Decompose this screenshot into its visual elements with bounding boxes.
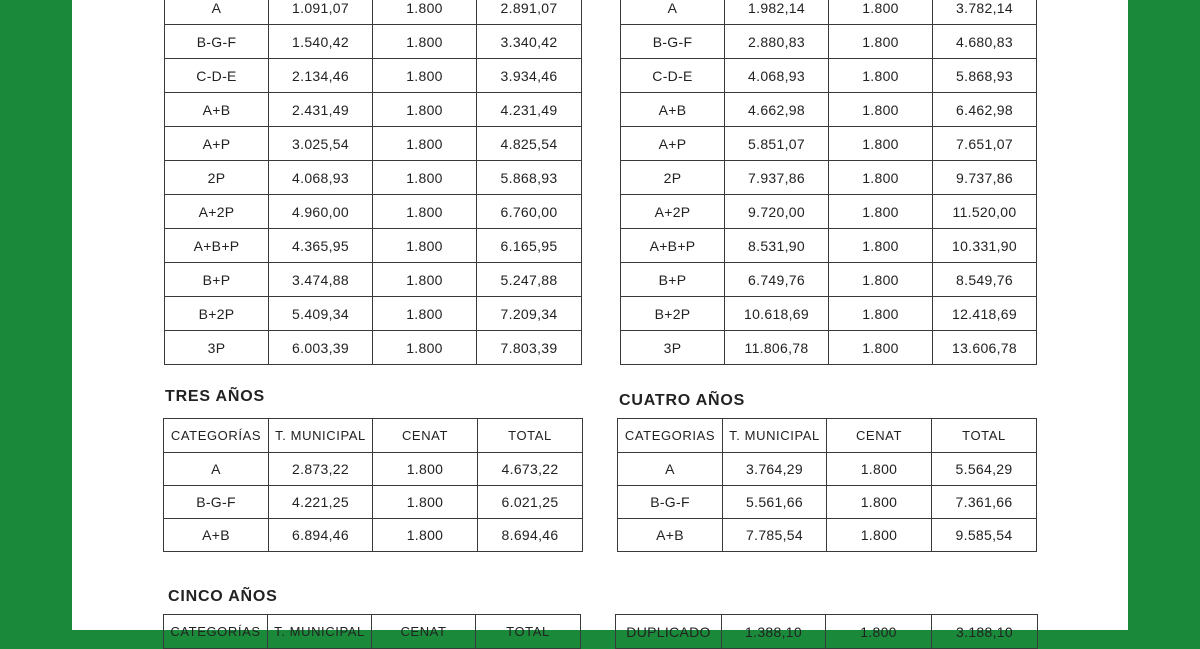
table-cell: A <box>621 0 725 25</box>
table-left-top <box>164 0 582 365</box>
table-cell: A+B <box>164 519 269 552</box>
table-header-row <box>618 419 1037 453</box>
table-cell: 1.800 <box>373 161 477 195</box>
table-cell: A <box>165 0 269 25</box>
table-row <box>165 331 582 365</box>
header-cell: TOTAL <box>476 615 581 649</box>
table-cell: 3.188,10 <box>932 615 1038 649</box>
table-cell: 11.520,00 <box>933 195 1037 229</box>
table-cell: 4.221,25 <box>269 486 373 519</box>
table-cell: 3.474,88 <box>269 263 373 297</box>
table-cuatro-anos <box>617 418 1037 552</box>
table-header-row <box>164 615 581 649</box>
table-cell: 8.531,90 <box>725 229 829 263</box>
table-cell: 1.800 <box>373 331 477 365</box>
header-cell: T. MUNICIPAL <box>268 615 372 649</box>
table-row <box>621 93 1037 127</box>
table-row <box>621 297 1037 331</box>
table-cell: 4.680,83 <box>933 25 1037 59</box>
table-cell: 6.462,98 <box>933 93 1037 127</box>
section-title-cuatro-anos: CUATRO AÑOS <box>619 392 746 409</box>
table-cell: B-G-F <box>165 25 269 59</box>
table-row <box>165 59 582 93</box>
table-cell: 10.618,69 <box>725 297 829 331</box>
table-cell: 8.549,76 <box>933 263 1037 297</box>
table-cell: 7.937,86 <box>725 161 829 195</box>
section-title-cinco-anos: CINCO AÑOS <box>168 588 278 605</box>
table-cell: 10.331,90 <box>933 229 1037 263</box>
table-cell: 7.209,34 <box>477 297 582 331</box>
table-cell: B-G-F <box>164 486 269 519</box>
table-cell: B+2P <box>165 297 269 331</box>
table-cell: 1.800 <box>829 127 933 161</box>
table-row <box>621 263 1037 297</box>
table-cell: 7.361,66 <box>932 486 1037 519</box>
table-cell: 5.868,93 <box>933 59 1037 93</box>
table-cell: C-D-E <box>621 59 725 93</box>
header-cell: CATEGORIAS <box>618 419 723 453</box>
table-cell: 1.800 <box>373 93 477 127</box>
table-cell: 1.800 <box>827 453 932 486</box>
table-cell: 1.800 <box>373 59 477 93</box>
table-cell: 2.431,49 <box>269 93 373 127</box>
table-cell: B+P <box>621 263 725 297</box>
table-cinco-anos <box>163 614 581 649</box>
table-cell: 7.651,07 <box>933 127 1037 161</box>
table-cell: 9.720,00 <box>725 195 829 229</box>
table-cell: A <box>164 453 269 486</box>
table-row <box>616 615 1038 649</box>
table-cell: 1.982,14 <box>725 0 829 25</box>
table-row <box>621 127 1037 161</box>
header-cell: CENAT <box>827 419 932 453</box>
table-cell: 6.003,39 <box>269 331 373 365</box>
table-tres-anos <box>163 418 583 552</box>
table-cell: 5.409,34 <box>269 297 373 331</box>
table-cell: 9.737,86 <box>933 161 1037 195</box>
table-cell: 4.068,93 <box>725 59 829 93</box>
table-cell: A+B <box>165 93 269 127</box>
table-cell: 1.388,10 <box>722 615 826 649</box>
header-cell: CATEGORÍAS <box>164 419 269 453</box>
table-cell: 1.800 <box>373 0 477 25</box>
table-cell: 4.365,95 <box>269 229 373 263</box>
table-cell: 5.868,93 <box>477 161 582 195</box>
table-cell: A+2P <box>621 195 725 229</box>
header-cell: CENAT <box>372 615 476 649</box>
table-cell: 5.247,88 <box>477 263 582 297</box>
section-title-tres-anos: TRES AÑOS <box>165 388 265 405</box>
table-cell: 6.749,76 <box>725 263 829 297</box>
table-cell: 2.880,83 <box>725 25 829 59</box>
table-cell: 1.800 <box>829 297 933 331</box>
table-cell: 5.851,07 <box>725 127 829 161</box>
table-row <box>165 297 582 331</box>
table-cell: 4.673,22 <box>478 453 583 486</box>
table-cell: 4.231,49 <box>477 93 582 127</box>
table-cell: A+2P <box>165 195 269 229</box>
header-cell: TOTAL <box>932 419 1037 453</box>
table-cell: 6.760,00 <box>477 195 582 229</box>
table-cell: 1.800 <box>829 263 933 297</box>
table-cell: 7.803,39 <box>477 331 582 365</box>
table-right-top <box>620 0 1037 365</box>
table-row <box>164 519 583 552</box>
table-row <box>618 519 1037 552</box>
table-row <box>621 331 1037 365</box>
table-cell: 6.894,46 <box>269 519 373 552</box>
table-cell: 1.800 <box>373 453 478 486</box>
table-cell: 1.800 <box>829 0 933 25</box>
table-cell: 1.800 <box>373 486 478 519</box>
table-cell: 3P <box>165 331 269 365</box>
table-row <box>621 0 1037 25</box>
table-header-row <box>164 419 583 453</box>
table-cell: 1.800 <box>829 195 933 229</box>
table-cell: 1.540,42 <box>269 25 373 59</box>
table-cell: 6.021,25 <box>478 486 583 519</box>
table-cell: 3.782,14 <box>933 0 1037 25</box>
table-cell: 1.800 <box>827 486 932 519</box>
table-cell: A+B+P <box>621 229 725 263</box>
table-row <box>618 486 1037 519</box>
table-row <box>621 25 1037 59</box>
table-cell: 1.800 <box>373 25 477 59</box>
table-cell: 1.800 <box>829 229 933 263</box>
table-cell: DUPLICADO <box>616 615 722 649</box>
table-duplicado <box>615 614 1038 649</box>
table-cell: 2.873,22 <box>269 453 373 486</box>
document-page <box>72 0 1128 640</box>
table-row <box>621 195 1037 229</box>
table-cell: 11.806,78 <box>725 331 829 365</box>
table-cell: A+B+P <box>165 229 269 263</box>
table-cell: 2.134,46 <box>269 59 373 93</box>
table-cell: C-D-E <box>165 59 269 93</box>
table-cell: A+B <box>618 519 723 552</box>
table-cell: 1.800 <box>373 229 477 263</box>
table-cell: 8.694,46 <box>478 519 583 552</box>
header-cell: T. MUNICIPAL <box>269 419 373 453</box>
table-cell: 1.091,07 <box>269 0 373 25</box>
table-cell: 4.960,00 <box>269 195 373 229</box>
table-cell: 2.891,07 <box>477 0 582 25</box>
table-cell: 1.800 <box>829 59 933 93</box>
table-row <box>165 25 582 59</box>
table-row <box>165 127 582 161</box>
table-cell: B+P <box>165 263 269 297</box>
table-row <box>165 161 582 195</box>
table-cell: 1.800 <box>829 161 933 195</box>
table-cell: 3P <box>621 331 725 365</box>
table-cell: A <box>618 453 723 486</box>
table-cell: 13.606,78 <box>933 331 1037 365</box>
table-row <box>165 263 582 297</box>
table-cell: A+B <box>621 93 725 127</box>
table-cell: 3.764,29 <box>723 453 827 486</box>
header-cell: TOTAL <box>478 419 583 453</box>
table-row <box>165 229 582 263</box>
table-row <box>621 229 1037 263</box>
table-cell: 3.340,42 <box>477 25 582 59</box>
table-cell: 5.561,66 <box>723 486 827 519</box>
table-cell: 7.785,54 <box>723 519 827 552</box>
table-cell: B-G-F <box>618 486 723 519</box>
table-cell: 3.025,54 <box>269 127 373 161</box>
table-cell: 1.800 <box>373 195 477 229</box>
table-cell: 1.800 <box>826 615 932 649</box>
header-cell: CATEGORÍAS <box>164 615 268 649</box>
table-cell: 1.800 <box>373 519 478 552</box>
table-row <box>165 195 582 229</box>
table-cell: 9.585,54 <box>932 519 1037 552</box>
header-cell: T. MUNICIPAL <box>723 419 827 453</box>
table-row <box>618 453 1037 486</box>
table-cell: A+P <box>165 127 269 161</box>
table-row <box>621 161 1037 195</box>
table-row <box>165 0 582 25</box>
table-cell: 2P <box>165 161 269 195</box>
table-row <box>164 453 583 486</box>
table-cell: 4.662,98 <box>725 93 829 127</box>
table-cell: 3.934,46 <box>477 59 582 93</box>
table-cell: 4.068,93 <box>269 161 373 195</box>
table-cell: 4.825,54 <box>477 127 582 161</box>
table-cell: 1.800 <box>829 93 933 127</box>
table-cell: B+2P <box>621 297 725 331</box>
table-cell: 1.800 <box>829 331 933 365</box>
table-cell: 5.564,29 <box>932 453 1037 486</box>
table-row <box>165 93 582 127</box>
table-cell: 1.800 <box>829 25 933 59</box>
table-cell: 2P <box>621 161 725 195</box>
table-cell: 1.800 <box>373 127 477 161</box>
header-cell: CENAT <box>373 419 478 453</box>
table-cell: A+P <box>621 127 725 161</box>
table-cell: 1.800 <box>373 297 477 331</box>
table-row <box>164 486 583 519</box>
table-cell: 6.165,95 <box>477 229 582 263</box>
table-cell: 1.800 <box>373 263 477 297</box>
table-cell: 1.800 <box>827 519 932 552</box>
table-row <box>621 59 1037 93</box>
table-cell: 12.418,69 <box>933 297 1037 331</box>
table-cell: B-G-F <box>621 25 725 59</box>
